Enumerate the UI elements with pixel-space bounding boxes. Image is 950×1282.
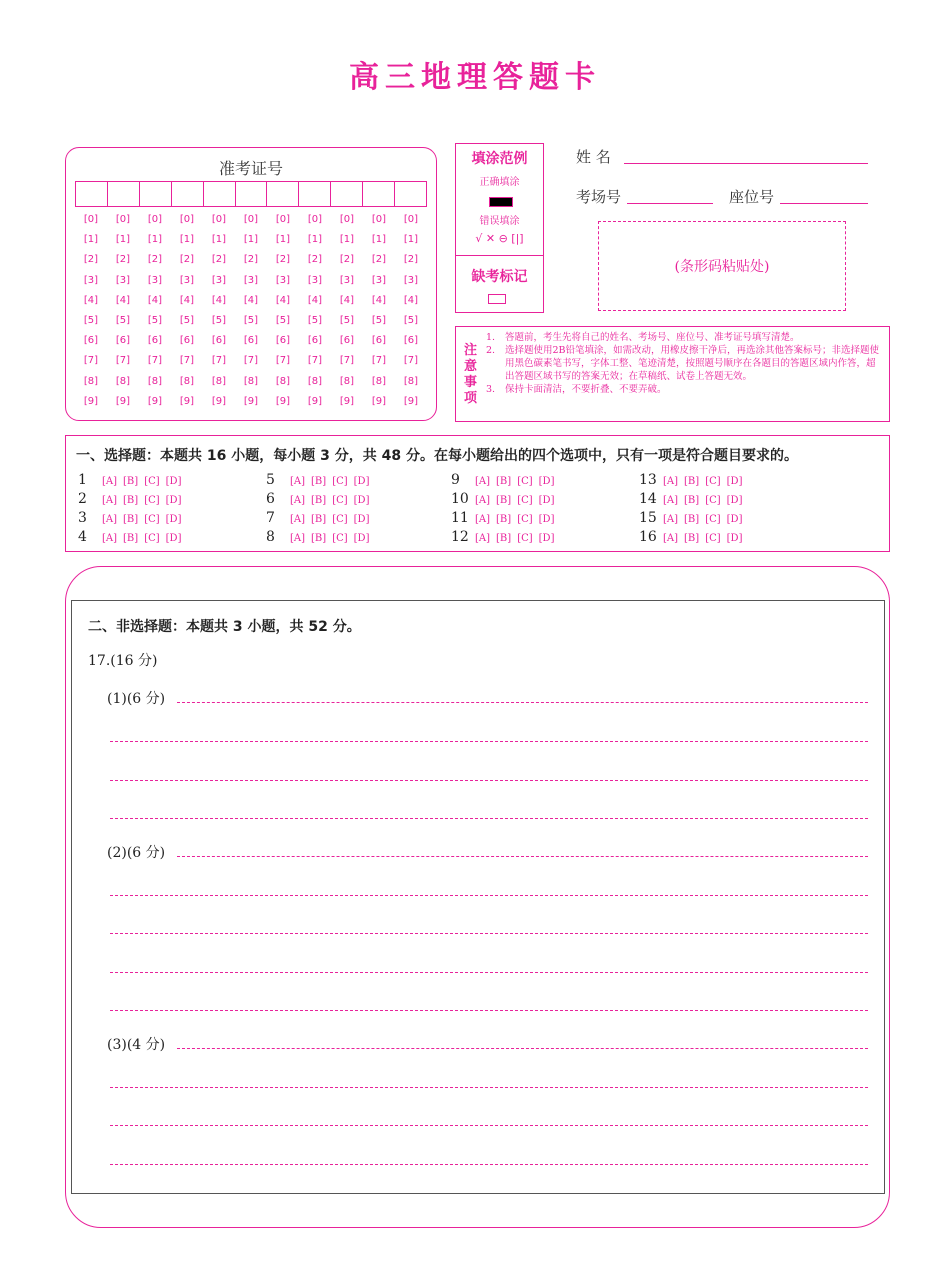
choice-question-6	[266, 491, 369, 507]
admission-digit-bubble[interactable]: [6]	[211, 335, 227, 347]
answer-line[interactable]	[177, 702, 868, 703]
question-number: 7	[266, 510, 275, 526]
admission-digit-bubble[interactable]: [4]	[371, 294, 387, 306]
admission-digit-bubble[interactable]: [3]	[147, 274, 163, 286]
option-bubble[interactable]: [A]	[663, 514, 679, 525]
admission-digit-bubble[interactable]: [7]	[339, 355, 355, 367]
choice-question-7	[266, 510, 369, 526]
option-bubble[interactable]: [D]	[165, 495, 182, 506]
option-bubble[interactable]: [D]	[353, 533, 370, 544]
option-bubble[interactable]: [B]	[496, 476, 512, 487]
admission-digit-bubble[interactable]: [7]	[275, 355, 291, 367]
answer-line[interactable]	[110, 972, 868, 973]
question-number: 5	[266, 472, 275, 488]
admission-digit-bubble[interactable]: [1]	[403, 234, 419, 246]
barcode-area: (条形码粘贴处)	[598, 221, 846, 311]
admission-digit-bubble[interactable]: [9]	[403, 395, 419, 407]
question-number: 13	[639, 472, 657, 488]
question-number: 4	[78, 529, 87, 545]
choice-question-3	[78, 510, 181, 526]
admission-digit-bubble[interactable]: [1]	[243, 234, 259, 246]
answer-area	[71, 600, 885, 1194]
option-bubble[interactable]: [C]	[332, 533, 348, 544]
option-bubble[interactable]: [B]	[684, 514, 700, 525]
choice-section	[65, 435, 890, 552]
choice-question-11	[451, 510, 554, 526]
admission-digit-bubble[interactable]: [1]	[211, 234, 227, 246]
admission-digit-bubble[interactable]: [6]	[371, 335, 387, 347]
answer-line[interactable]	[177, 1048, 868, 1049]
admission-digit-bubble[interactable]: [0]	[211, 214, 227, 225]
question-17: 17.(16 分)	[88, 653, 158, 669]
option-bubble[interactable]: [C]	[332, 476, 348, 487]
question-number: 11	[451, 510, 469, 526]
admission-digit-bubble[interactable]: [7]	[83, 355, 99, 367]
admission-digit-bubble[interactable]: [0]	[179, 214, 195, 225]
admission-digit-bubble[interactable]: [8]	[147, 375, 163, 387]
option-bubble[interactable]: [B]	[123, 476, 139, 487]
admission-digit-bubble[interactable]: [6]	[243, 335, 259, 347]
admission-digit-bubble[interactable]: [9]	[339, 395, 355, 407]
choice-question-15	[639, 510, 742, 526]
admission-digit-bubble[interactable]: [7]	[243, 355, 259, 367]
admission-digit-bubble[interactable]: [1]	[147, 234, 163, 246]
admission-digit-bubble[interactable]: [7]	[179, 355, 195, 367]
admission-digit-bubble[interactable]: [3]	[275, 274, 291, 286]
option-bubble[interactable]: [C]	[144, 476, 160, 487]
missing-exam-label: 缺考标记	[471, 269, 528, 285]
option-bubble[interactable]: [A]	[290, 514, 306, 525]
option-bubble[interactable]: [D]	[353, 495, 370, 506]
open-heading: 二、非选择题：本题共 3 小题，共 52 分。	[88, 619, 361, 635]
admission-digit-bubble[interactable]: [5]	[275, 314, 291, 326]
admission-number-cell[interactable]	[172, 182, 204, 206]
question-number: 1	[78, 472, 87, 488]
admission-digit-bubble[interactable]: [8]	[83, 375, 99, 387]
card-title: 高三地理答题卡	[349, 60, 601, 95]
admission-digit-bubble[interactable]: [1]	[83, 234, 99, 246]
option-bubble[interactable]: [C]	[705, 476, 721, 487]
option-bubble[interactable]: [C]	[517, 514, 533, 525]
admission-digit-bubble[interactable]: [2]	[83, 254, 99, 266]
answer-line[interactable]	[110, 895, 868, 896]
question-number: 8	[266, 529, 275, 545]
note-number: 2.	[486, 345, 496, 356]
admission-number-cell[interactable]	[395, 182, 426, 206]
admission-digit-bubble[interactable]: [2]	[275, 254, 291, 266]
admission-digit-bubble[interactable]: [7]	[211, 355, 227, 367]
admission-digit-bubble[interactable]: [5]	[243, 314, 259, 326]
question-number: 10	[451, 491, 469, 507]
admission-digit-bubble[interactable]: [6]	[307, 335, 323, 347]
answer-line[interactable]	[177, 856, 868, 857]
answer-line[interactable]	[110, 1164, 868, 1165]
option-bubble[interactable]: [C]	[705, 495, 721, 506]
option-bubble[interactable]: [A]	[663, 533, 679, 544]
wrong-fill-marks: √ ✕ ⊖ [|]	[475, 232, 524, 245]
option-bubble[interactable]: [C]	[332, 514, 348, 525]
admission-digit-bubble[interactable]: [5]	[147, 314, 163, 326]
admission-digit-bubble[interactable]: [0]	[147, 214, 163, 225]
admission-digit-bubble[interactable]: [7]	[371, 355, 387, 367]
choice-question-8	[266, 529, 369, 545]
admission-digit-bubble[interactable]: [9]	[83, 395, 99, 407]
question-number: 2	[78, 491, 87, 507]
question-number: 16	[639, 529, 657, 545]
option-bubble[interactable]: [A]	[475, 514, 491, 525]
choice-question-12	[451, 529, 554, 545]
option-bubble[interactable]: [D]	[353, 476, 370, 487]
admission-digit-bubble[interactable]: [5]	[83, 314, 99, 326]
exam-room-field[interactable]	[627, 203, 713, 204]
admission-digit-bubble[interactable]: [2]	[211, 254, 227, 266]
option-bubble[interactable]: [C]	[144, 495, 160, 506]
admission-number-cell[interactable]	[76, 182, 108, 206]
admission-digit-bubble[interactable]: [3]	[403, 274, 419, 286]
admission-digit-bubble[interactable]: [5]	[115, 314, 131, 326]
question-number: 15	[639, 510, 657, 526]
part-3-label: (3)(4 分)	[107, 1037, 166, 1053]
admission-digit-bubble[interactable]: [4]	[147, 294, 163, 306]
option-bubble[interactable]: [A]	[663, 476, 679, 487]
seat-label: 座位号	[729, 188, 775, 206]
answer-line[interactable]	[110, 741, 868, 742]
correct-fill-label: 正确填涂	[479, 177, 520, 188]
option-bubble[interactable]: [C]	[144, 533, 160, 544]
admission-digit-bubble[interactable]: [9]	[243, 395, 259, 407]
admission-digit-bubble[interactable]: [5]	[307, 314, 323, 326]
choice-heading: 一、选择题：本题共 16 小题，每小题 3 分，共 48 分。在每小题给出的四个选项中，只有一项是符合题目要求的。	[76, 448, 798, 464]
answer-line[interactable]	[110, 1125, 868, 1126]
admission-digit-bubble[interactable]: [5]	[339, 314, 355, 326]
admission-digit-bubble[interactable]: [0]	[275, 214, 291, 225]
admission-digit-bubble[interactable]: [2]	[243, 254, 259, 266]
option-bubble[interactable]: [D]	[538, 495, 555, 506]
option-bubble[interactable]: [A]	[102, 495, 118, 506]
admission-digit-bubble[interactable]: [9]	[147, 395, 163, 407]
option-bubble[interactable]: [A]	[102, 476, 118, 487]
admission-number-cell[interactable]	[331, 182, 363, 206]
admission-number-cell[interactable]	[363, 182, 395, 206]
option-bubble[interactable]: [B]	[311, 514, 327, 525]
admission-digit-bubble[interactable]: [8]	[243, 375, 259, 387]
option-bubble[interactable]: [A]	[475, 533, 491, 544]
admission-digit-bubble[interactable]: [2]	[371, 254, 387, 266]
note-item	[486, 383, 884, 396]
option-bubble[interactable]: [C]	[517, 495, 533, 506]
missing-exam-checkbox[interactable]	[488, 294, 506, 304]
option-bubble[interactable]: [D]	[726, 476, 743, 487]
admission-digit-bubble[interactable]: [7]	[307, 355, 323, 367]
admission-number-cells	[75, 181, 427, 207]
question-number: 14	[639, 491, 657, 507]
option-bubble[interactable]: [B]	[684, 495, 700, 506]
note-text: 保持卡面清洁，不要折叠、不要弄破。	[505, 384, 667, 395]
admission-digit-bubble[interactable]: [1]	[339, 234, 355, 246]
question-number: 3	[78, 510, 87, 526]
option-bubble[interactable]: [D]	[538, 476, 555, 487]
answer-line[interactable]	[110, 933, 868, 934]
option-bubble[interactable]: [A]	[475, 476, 491, 487]
choice-question-1	[78, 472, 181, 488]
exam-room-label: 考场号	[576, 188, 622, 206]
option-bubble[interactable]: [B]	[684, 476, 700, 487]
option-bubble[interactable]: [B]	[311, 533, 327, 544]
question-number: 6	[266, 491, 275, 507]
admission-digit-bubble[interactable]: [2]	[339, 254, 355, 266]
admission-digit-bubble[interactable]: [9]	[179, 395, 195, 407]
note-item	[486, 331, 884, 344]
option-bubble[interactable]: [D]	[726, 495, 743, 506]
name-field[interactable]	[624, 163, 868, 164]
option-bubble[interactable]: [B]	[123, 514, 139, 525]
option-bubble[interactable]: [A]	[290, 495, 306, 506]
admission-digit-bubble[interactable]: [6]	[339, 335, 355, 347]
option-bubble[interactable]: [D]	[726, 514, 743, 525]
admission-digit-bubble[interactable]: [6]	[147, 335, 163, 347]
option-bubble[interactable]: [B]	[123, 495, 139, 506]
admission-digit-bubble[interactable]: [1]	[307, 234, 323, 246]
option-bubble[interactable]: [C]	[517, 533, 533, 544]
admission-digit-bubble[interactable]: [0]	[83, 214, 99, 225]
admission-digit-bubble[interactable]: [2]	[115, 254, 131, 266]
choice-question-16	[639, 529, 742, 545]
choice-question-2	[78, 491, 181, 507]
admission-digit-bubble[interactable]: [6]	[403, 335, 419, 347]
answer-line[interactable]	[110, 818, 868, 819]
admission-digit-bubble[interactable]: [4]	[243, 294, 259, 306]
option-bubble[interactable]: [A]	[102, 533, 118, 544]
note-number: 3.	[486, 384, 496, 395]
admission-number-cell[interactable]	[204, 182, 236, 206]
admission-digit-bubble[interactable]: [4]	[275, 294, 291, 306]
admission-number-cell[interactable]	[140, 182, 172, 206]
admission-digit-bubble[interactable]: [7]	[403, 355, 419, 367]
admission-digit-bubble[interactable]: [9]	[115, 395, 131, 407]
admission-digit-bubble[interactable]: [3]	[339, 274, 355, 286]
admission-digit-bubble[interactable]: [0]	[371, 214, 387, 225]
admission-digit-bubble[interactable]: [2]	[147, 254, 163, 266]
fill-example-box	[455, 143, 544, 313]
admission-digit-bubble[interactable]: [0]	[307, 214, 323, 225]
admission-digit-bubble[interactable]: [4]	[403, 294, 419, 306]
option-bubble[interactable]: [B]	[496, 495, 512, 506]
admission-digit-bubble[interactable]: [8]	[115, 375, 131, 387]
admission-digit-bubble[interactable]: [8]	[179, 375, 195, 387]
admission-digit-bubble[interactable]: [6]	[115, 335, 131, 347]
admission-number-cell[interactable]	[267, 182, 299, 206]
admission-digit-bubble[interactable]: [3]	[243, 274, 259, 286]
note-number: 1.	[486, 332, 496, 343]
name-label: 姓 名	[576, 148, 611, 166]
fill-example-title: 填涂范例	[471, 151, 528, 167]
note-text: 选择题使用2B铅笔填涂，如需改动，用橡皮擦干净后，再选涂其他答案标号；非选择题使用黑色碳素笔书写，字体工整、笔迹清楚，按照题号顺序在各题目的答题区域内作答，超出答题区域书写的答案无效；在草稿纸、试卷上答题无效。	[505, 345, 880, 382]
note-item	[486, 344, 884, 383]
option-bubble[interactable]: [C]	[144, 514, 160, 525]
answer-line[interactable]	[110, 1010, 868, 1011]
option-bubble[interactable]: [B]	[123, 533, 139, 544]
admission-digit-bubble[interactable]: [3]	[83, 274, 99, 286]
admission-digit-bubble[interactable]: [2]	[307, 254, 323, 266]
option-bubble[interactable]: [B]	[311, 476, 327, 487]
admission-digit-bubble[interactable]: [0]	[339, 214, 355, 225]
option-bubble[interactable]: [A]	[290, 533, 306, 544]
admission-digit-bubble[interactable]: [4]	[211, 294, 227, 306]
admission-digit-bubble[interactable]: [4]	[179, 294, 195, 306]
admission-digit-bubble[interactable]: [6]	[179, 335, 195, 347]
admission-number-cell[interactable]	[299, 182, 331, 206]
option-bubble[interactable]: [C]	[705, 514, 721, 525]
admission-digit-bubble[interactable]: [5]	[403, 314, 419, 326]
option-bubble[interactable]: [B]	[311, 495, 327, 506]
admission-digit-bubble[interactable]: [4]	[339, 294, 355, 306]
option-bubble[interactable]: [A]	[290, 476, 306, 487]
option-bubble[interactable]: [C]	[517, 476, 533, 487]
option-bubble[interactable]: [A]	[663, 495, 679, 506]
admission-digit-bubble[interactable]: [4]	[115, 294, 131, 306]
admission-digit-bubble[interactable]: [3]	[179, 274, 195, 286]
admission-number-cell[interactable]	[236, 182, 268, 206]
admission-digit-bubble[interactable]: [9]	[307, 395, 323, 407]
admission-digit-bubble[interactable]: [8]	[371, 375, 387, 387]
seat-field[interactable]	[780, 203, 868, 204]
admission-digit-bubble[interactable]: [8]	[275, 375, 291, 387]
choice-question-4	[78, 529, 181, 545]
admission-digit-bubble[interactable]: [9]	[211, 395, 227, 407]
option-bubble[interactable]: [B]	[684, 533, 700, 544]
admission-digit-bubble[interactable]: [3]	[211, 274, 227, 286]
choice-question-9	[451, 472, 554, 488]
admission-digit-bubble[interactable]: [1]	[179, 234, 195, 246]
correct-fill-mark	[489, 197, 513, 207]
admission-digit-bubble[interactable]: [3]	[115, 274, 131, 286]
admission-digit-bubble[interactable]: [0]	[243, 214, 259, 225]
choice-question-10	[451, 491, 554, 507]
question-number: 9	[451, 472, 460, 488]
admission-digit-bubble[interactable]: [3]	[307, 274, 323, 286]
admission-digit-bubble[interactable]: [5]	[371, 314, 387, 326]
admission-digit-bubble[interactable]: [0]	[403, 214, 419, 225]
choice-question-13	[639, 472, 742, 488]
answer-line[interactable]	[110, 780, 868, 781]
admission-digit-bubble[interactable]: [8]	[339, 375, 355, 387]
answer-line[interactable]	[110, 1087, 868, 1088]
part-1-label: (1)(6 分)	[107, 691, 166, 707]
admission-digit-bubble[interactable]: [8]	[211, 375, 227, 387]
admission-digit-bubble[interactable]: [1]	[371, 234, 387, 246]
admission-digit-bubble[interactable]: [4]	[307, 294, 323, 306]
admission-digit-grid	[75, 214, 427, 416]
notes-label: 注意事项	[464, 343, 478, 406]
note-text: 答题前，考生先将自己的姓名、考场号、座位号、准考证号填写清楚。	[505, 332, 800, 343]
option-bubble[interactable]: [D]	[538, 533, 555, 544]
admission-digit-bubble[interactable]: [7]	[147, 355, 163, 367]
wrong-fill-label: 错误填涂	[479, 216, 520, 227]
admission-number-cell[interactable]	[108, 182, 140, 206]
option-bubble[interactable]: [D]	[165, 514, 182, 525]
admission-digit-bubble[interactable]: [6]	[275, 335, 291, 347]
admission-digit-bubble[interactable]: [2]	[179, 254, 195, 266]
admission-digit-bubble[interactable]: [9]	[371, 395, 387, 407]
choice-question-14	[639, 491, 742, 507]
option-bubble[interactable]: [A]	[475, 495, 491, 506]
admission-digit-bubble[interactable]: [5]	[211, 314, 227, 326]
admission-digit-bubble[interactable]: [1]	[115, 234, 131, 246]
admission-number-box	[65, 147, 437, 421]
notes-list	[486, 331, 884, 396]
admission-digit-bubble[interactable]: [3]	[371, 274, 387, 286]
admission-digit-bubble[interactable]: [7]	[115, 355, 131, 367]
admission-digit-bubble[interactable]: [4]	[83, 294, 99, 306]
fill-divider	[456, 255, 543, 256]
admission-digit-bubble[interactable]: [5]	[179, 314, 195, 326]
admission-digit-bubble[interactable]: [0]	[115, 214, 131, 225]
admission-digit-bubble[interactable]: [8]	[307, 375, 323, 387]
option-bubble[interactable]: [D]	[165, 476, 182, 487]
option-bubble[interactable]: [B]	[496, 533, 512, 544]
option-bubble[interactable]: [D]	[538, 514, 555, 525]
option-bubble[interactable]: [B]	[496, 514, 512, 525]
option-bubble[interactable]: [D]	[353, 514, 370, 525]
choice-question-5	[266, 472, 369, 488]
admission-digit-bubble[interactable]: [2]	[403, 254, 419, 266]
admission-number-title: 准考证号	[218, 159, 283, 178]
part-2-label: (2)(6 分)	[107, 845, 166, 861]
admission-digit-bubble[interactable]: [6]	[83, 335, 99, 347]
admission-digit-bubble[interactable]: [1]	[275, 234, 291, 246]
option-bubble[interactable]: [A]	[102, 514, 118, 525]
option-bubble[interactable]: [C]	[332, 495, 348, 506]
notes-box	[455, 326, 890, 422]
option-bubble[interactable]: [D]	[165, 533, 182, 544]
option-bubble[interactable]: [D]	[726, 533, 743, 544]
question-number: 12	[451, 529, 469, 545]
admission-digit-bubble[interactable]: [8]	[403, 375, 419, 387]
option-bubble[interactable]: [C]	[705, 533, 721, 544]
admission-digit-bubble[interactable]: [9]	[275, 395, 291, 407]
